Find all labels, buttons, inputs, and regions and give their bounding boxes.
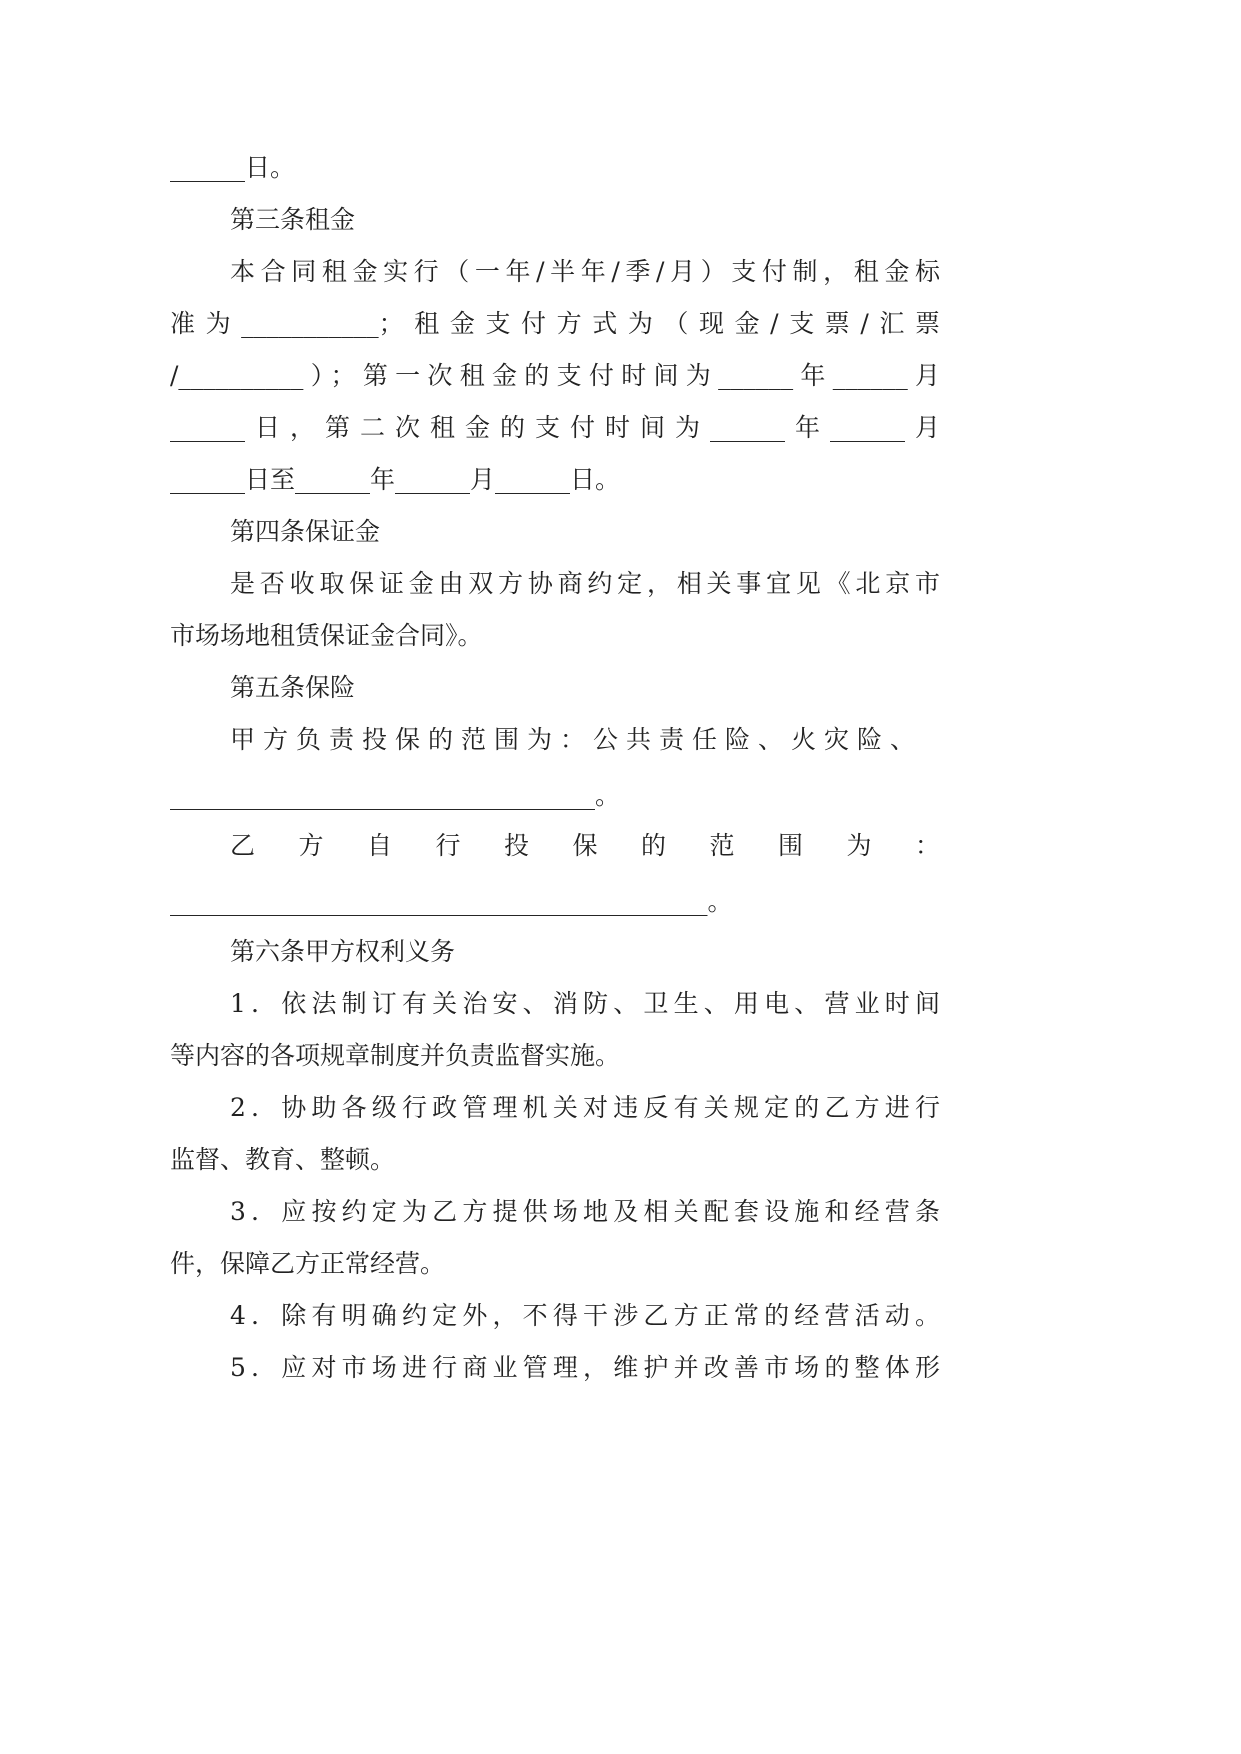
text-line: 本合同租金实行（一年/半年/季/月）支付制，租金标 [230,257,940,286]
section-heading: 第三条租金 [230,205,356,234]
text-line: ______日。 [170,153,296,182]
text-line: __________________________________。 [170,781,621,810]
text-line: ______日至______年______月______日。 [170,465,621,494]
text-line: 是否收取保证金由双方协商约定，相关事宜见《北京市 [230,569,940,598]
text-line: 件，保障乙方正常经营。 [170,1249,446,1278]
list-item: 3．应按约定为乙方提供场地及相关配套设施和经营条 [230,1197,940,1226]
text-line: 乙方自行投保的范围为： [230,831,940,860]
text-line: ______日，第二次租金的支付时间为______年______月 [170,413,940,442]
list-item: 2．协助各级行政管理机关对违反有关规定的乙方进行 [230,1093,940,1122]
text-line: 等内容的各项规章制度并负责监督实施。 [170,1041,621,1070]
section-heading: 第五条保险 [230,673,356,702]
text-line: /__________）；第一次租金的支付时间为______年______月 [170,361,940,390]
text-line: 监督、教育、整顿。 [170,1145,396,1174]
text-line: ___________________________________________。 [170,887,733,916]
text-line: 甲方负责投保的范围为：公共责任险、火灾险、 [230,725,924,754]
list-item: 1．依法制订有关治安、消防、卫生、用电、营业时间 [230,989,940,1018]
list-item: 4．除有明确约定外，不得干涉乙方正常的经营活动。 [230,1301,940,1330]
section-heading: 第四条保证金 [230,517,381,546]
list-item: 5．应对市场进行商业管理，维护并改善市场的整体形 [230,1353,940,1382]
text-line: 准为___________；租金支付方式为（现金/支票/汇票 [170,309,940,338]
section-heading: 第六条甲方权利义务 [230,937,456,966]
text-line: 市场场地租赁保证金合同》。 [170,621,483,650]
